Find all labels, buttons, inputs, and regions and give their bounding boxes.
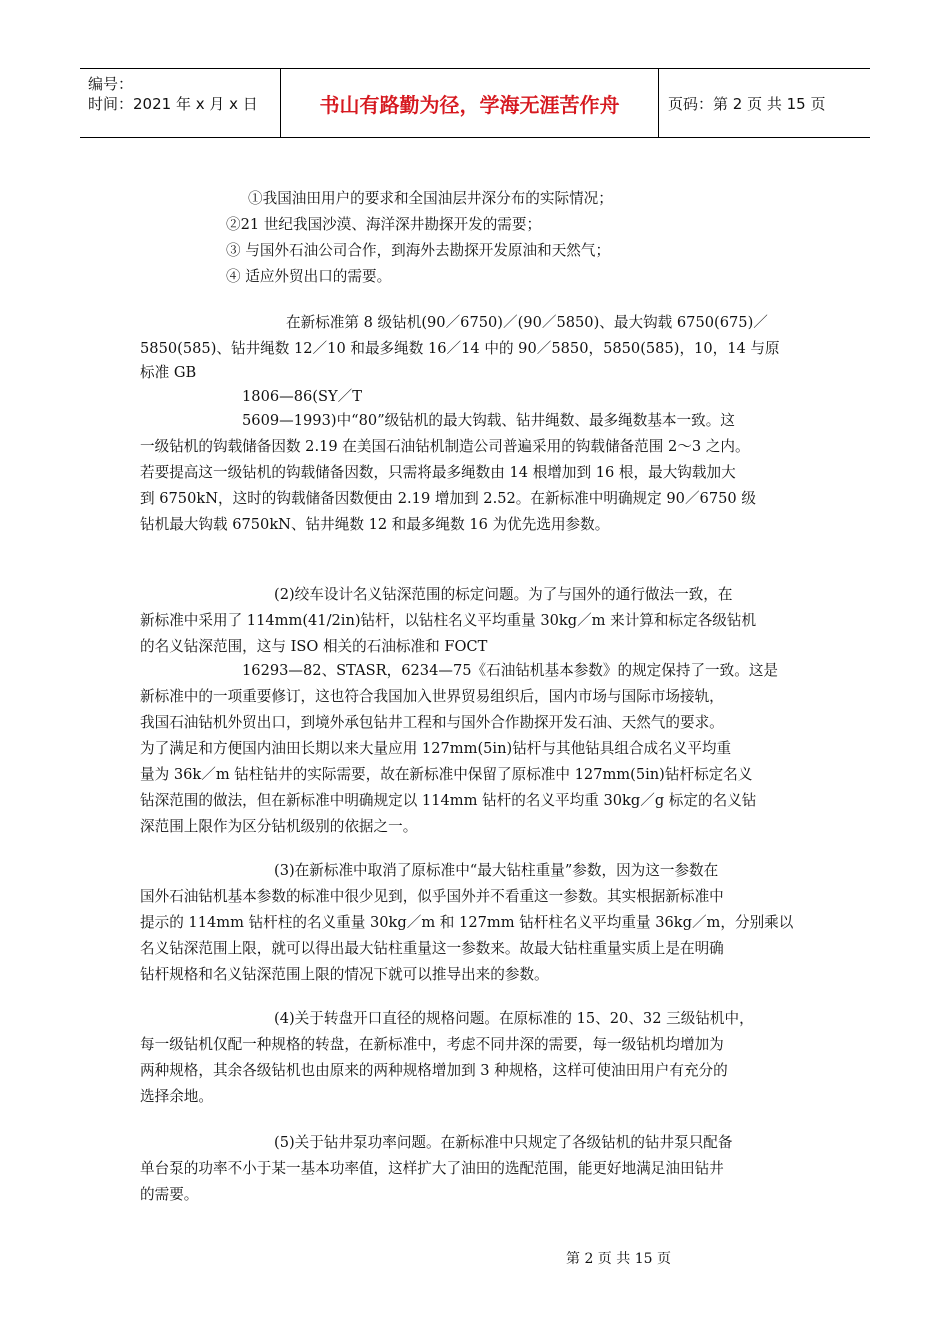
paragraph-line: 1806—86(SY／T	[242, 388, 362, 405]
paragraph-line: 标准 GB	[140, 364, 197, 381]
document-date-label: 时间：2021 年 x 月 x 日	[88, 95, 258, 113]
page-footer: 第 2 页 共 15 页	[566, 1251, 671, 1267]
paragraph-line: 国外石油钻机基本参数的标准中很少见到，似乎国外并不看重这一参数。其实根据新标准中	[140, 888, 724, 905]
paragraph-line: 新标准中采用了 114mm(41/2in)钻杆，以钻柱名义平均重量 30kg／m 来计算和标定各级钻机	[140, 612, 757, 629]
paragraph-line: 若要提高这一级钻机的钩载储备因数，只需将最多绳数由 14 根增加到 16 根，最大钩载加大	[140, 464, 736, 481]
paragraph-line: 一级钻机的钩载储备因数 2.19 在美国石油钻机制造公司普遍采用的钩载储备范围 2～3 之内。	[140, 438, 750, 455]
paragraph-line: 的名义钻深范围，这与 ISO 相关的石油标准和 FOCT	[140, 638, 488, 655]
paragraph-line: 5850(585)、钻井绳数 12／10 和最多绳数 16／14 中的 90／5850，5850(585)，10，14 与原	[140, 340, 780, 357]
paragraph-line: 每一级钻机仅配一种规格的转盘，在新标准中，考虑不同井深的需要，每一级钻机均增加为	[140, 1036, 724, 1053]
paragraph-line: 的需要。	[140, 1186, 199, 1203]
paragraph-line: 单台泵的功率不小于某一基本功率值，这样扩大了油田的选配范围，能更好地满足油田钻井	[140, 1160, 724, 1177]
paragraph-line: (2)绞车设计名义钻深范围的标定问题。为了与国外的通行做法一致，在	[274, 586, 733, 603]
header-page-info: 页码：第 2 页 共 15 页	[668, 94, 826, 113]
list-item: ②21 世纪我国沙漠、海洋深井勘探开发的需要；	[226, 216, 542, 233]
list-item: ①我国油田用户的要求和全国油层井深分布的实际情况；	[248, 190, 613, 207]
header-motto: 书山有路勤为径，学海无涯苦作舟	[319, 92, 620, 117]
list-item: ③ 与国外石油公司合作，到海外去勘探开发原油和天然气；	[226, 242, 611, 259]
paragraph-line: 钻机最大钩载 6750kN、钻井绳数 12 和最多绳数 16 为优先选用参数。	[140, 516, 610, 533]
paragraph-line: 我国石油钻机外贸出口，到境外承包钻井工程和与国外合作勘探开发石油、天然气的要求。	[140, 714, 724, 731]
paragraph-line: 选择余地。	[140, 1088, 213, 1105]
page-header	[80, 68, 870, 138]
header-divider	[658, 69, 659, 137]
paragraph-line: 提示的 114mm 钻杆柱的名义重量 30kg／m 和 127mm 钻杆柱名义平均重量 36kg／m，分别乘以	[140, 914, 794, 931]
paragraph-line: 钻杆规格和名义钻深范围上限的情况下就可以推导出来的参数。	[140, 966, 549, 983]
paragraph-line: 钻深范围的做法，但在新标准中明确规定以 114mm 钻杆的名义平均重 30kg／g 标定的名义钻	[140, 792, 757, 809]
paragraph-line: 名义钻深范围上限，就可以得出最大钻柱重量这一参数来。故最大钻柱重量实质上是在明确	[140, 940, 724, 957]
paragraph-line: (4)关于转盘开口直径的规格问题。在原标准的 15、20、32 三级钻机中，	[274, 1010, 754, 1027]
paragraph-line: 在新标准第 8 级钻机(90／6750)／(90／5850)、最大钩载 6750(675)／	[286, 314, 768, 331]
paragraph-line: 为了满足和方便国内油田长期以来大量应用 127mm(5in)钻杆与其他钻具组合成名义平均重	[140, 740, 732, 757]
paragraph-line: (5)关于钻井泵功率问题。在新标准中只规定了各级钻机的钻井泵只配备	[274, 1134, 733, 1151]
document-number-label: 编号：	[88, 75, 134, 93]
paragraph-line: 两种规格，其余各级钻机也由原来的两种规格增加到 3 种规格，这样可使油田用户有充分的	[140, 1062, 728, 1079]
paragraph-line: 深范围上限作为区分钻机级别的依据之一。	[140, 818, 418, 835]
paragraph-line: (3)在新标准中取消了原标准中“最大钻柱重量”参数，因为这一参数在	[274, 862, 719, 879]
list-item: ④ 适应外贸出口的需要。	[226, 268, 392, 285]
header-meta-cell	[80, 69, 280, 137]
paragraph-line: 量为 36k／m 钻柱钻井的实际需要，故在新标准中保留了原标准中 127mm(5in)钻杆标定名义	[140, 766, 753, 783]
paragraph-line: 5609—1993)中“80”级钻机的最大钩载、钻井绳数、最多绳数基本一致。这	[242, 412, 735, 429]
paragraph-line: 新标准中的一项重要修订，这也符合我国加入世界贸易组织后，国内市场与国际市场接轨，	[140, 688, 724, 705]
paragraph-line: 16293—82、STASR，6234—75《石油钻机基本参数》的规定保持了一致。这是	[242, 662, 779, 679]
paragraph-line: 到 6750kN，这时的钩载储备因数便由 2.19 增加到 2.52。在新标准中明确规定 90／6750 级	[140, 490, 756, 507]
